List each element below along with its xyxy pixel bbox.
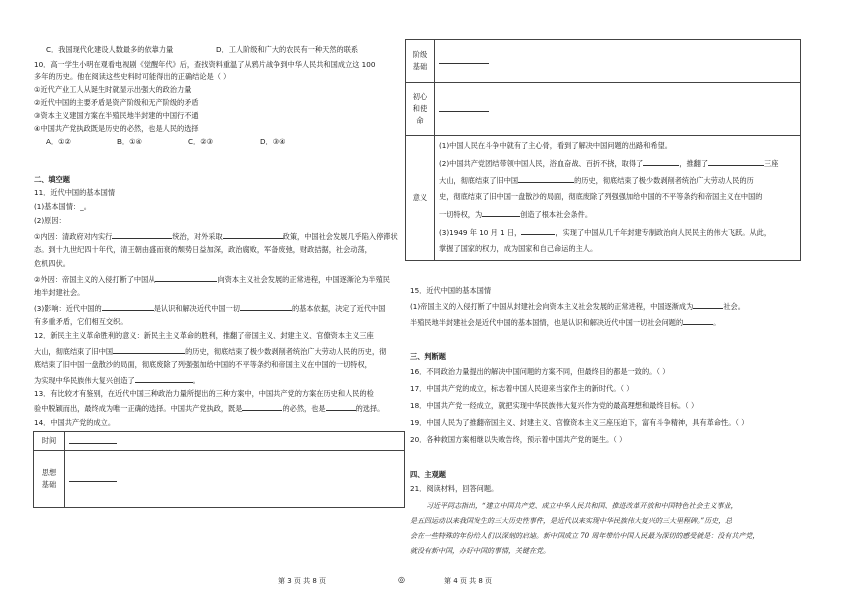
q10-option-b: B．①④ bbox=[117, 137, 143, 146]
row-value bbox=[435, 136, 801, 261]
q11-line-2: (2)原因： bbox=[34, 216, 66, 225]
blank bbox=[643, 158, 679, 166]
q15-title: 15．近代中国的基本国情 bbox=[410, 286, 492, 295]
blank bbox=[482, 209, 520, 217]
q10-option-a: A．①② bbox=[46, 137, 71, 146]
q20: 20．各种救国方案相继以失败告终，预示着中国共产党的诞生。（ ） bbox=[410, 435, 627, 444]
page-number-right: 第 4 页 共 8 页 bbox=[444, 577, 493, 585]
q11-line-7: 地半封建社会。 bbox=[34, 288, 85, 297]
blank bbox=[242, 403, 282, 411]
table-row bbox=[406, 136, 801, 261]
table-row bbox=[406, 83, 801, 136]
blank bbox=[693, 301, 723, 309]
q9-option-c: C．我国现代化建设人数最多的依靠力量 bbox=[46, 45, 174, 54]
page-number-left: 第 3 页 共 8 页 bbox=[278, 577, 327, 585]
blank bbox=[240, 303, 292, 311]
q12-line-3: 底结束了旧中国一盘散沙的局面，彻底废除了列强强加给中国的不平等条约和帝国主义在中国的一切特权， bbox=[34, 360, 372, 369]
quote-line-3: 会在一些特殊的年份给人们以深刻的启迪。新中国成立 70 周年带给中国人民最为深切的感受就是：没有共产党， bbox=[410, 532, 760, 540]
q12-line-2: 大山，彻底结束了旧中国 的历史，彻底结束了极少数剥削者统治广大劳动人民的历史，彻 bbox=[34, 347, 387, 356]
blank bbox=[102, 303, 154, 311]
meaning-line-7: 掌握了国家的权力，成为国家和自己命运的主人。 bbox=[439, 244, 598, 253]
row-value[interactable] bbox=[435, 83, 801, 136]
section-judge-title: 三、判断题 bbox=[410, 352, 446, 361]
q10-stem-1: 10．高一学生小明在观看电视剧《觉醒年代》后，查找资料重温了从鸦片战争到中华人民共和国成立这 100 bbox=[34, 60, 376, 69]
row-label: 意义 bbox=[406, 136, 435, 261]
q11-line-8: (3)影响：近代中国的 是认识和解决近代中国一切 的基本依据，决定了近代中国 bbox=[34, 304, 386, 313]
blank bbox=[518, 175, 574, 183]
blank bbox=[439, 104, 489, 112]
q11-line-3: ①内因：清政府对内实行 统治，对外采取 政策，中国社会发展几乎陷入停滞状 bbox=[34, 232, 398, 241]
q13-line-2: 验中脱颖而出，最终成为唯一正确的选择。中国共产党执政，既是 的必然，也是 的选择。 bbox=[34, 404, 385, 413]
row-value[interactable] bbox=[435, 40, 801, 83]
q11-title: 11．近代中国的基本国情 bbox=[34, 188, 116, 197]
section-fill-blank-title: 二、填空题 bbox=[34, 175, 70, 184]
blank bbox=[223, 231, 283, 239]
blank bbox=[708, 158, 764, 166]
row-value[interactable] bbox=[65, 451, 405, 508]
q12-line-1: 12．新民主主义革命胜利的意义：新民主主义革命的胜利，推翻了帝国主义、封建主义、官僚资本主义三座 bbox=[34, 331, 374, 340]
table-row bbox=[34, 432, 405, 451]
q10-item-3: ③资本主义建国方案在半殖民地半封建的中国行不通 bbox=[34, 111, 199, 120]
table-row bbox=[406, 40, 801, 83]
q10-option-d: D．③④ bbox=[260, 137, 286, 146]
blank bbox=[521, 227, 555, 235]
q14-table-continued bbox=[405, 39, 801, 261]
q9-option-d: D．工人阶级和广大的农民有一种天然的联系 bbox=[216, 45, 359, 54]
q10-item-4: ④中国共产党执政既是历史的必然，也是人民的选择 bbox=[34, 124, 199, 133]
q10-item-2: ②近代中国的主要矛盾是资产阶级和无产阶级的矛盾 bbox=[34, 98, 199, 107]
blank bbox=[69, 474, 117, 482]
row-label: 思想 基础 bbox=[34, 451, 65, 508]
q18: 18．中国共产党一经成立，就把实现中华民族伟大复兴作为党的最高理想和最终目标。（ ） bbox=[410, 401, 699, 410]
meaning-line-4: 史，彻底结束了旧中国一盘散沙的局面，彻底废除了列强强加给中国的不平等条约和帝国主义在中国的 bbox=[439, 192, 763, 201]
meaning-line-5: 一切特权，为 创造了根本社会条件。 bbox=[439, 210, 593, 219]
quote-line-2: 是五四运动以来我国发生的三大历史性事件，是近代以来实现中华民族伟大复兴的三大里程碑。”历史，总 bbox=[410, 517, 733, 525]
blank bbox=[683, 317, 713, 325]
row-label: 初心 和使 命 bbox=[406, 83, 435, 136]
binding-mark-icon: ◎ bbox=[398, 575, 405, 584]
q19: 19．中国人民为了推翻帝国主义、封建主义、官僚资本主义三座压迫下，富有斗争精神，具有革命性。（ ） bbox=[410, 418, 749, 427]
q12-line-4: 为实现中华民族伟大复兴创造了 。 bbox=[34, 376, 200, 385]
right-page bbox=[410, 0, 860, 608]
blank bbox=[69, 436, 117, 444]
q11-line-6: ②外因：帝国主义的入侵打断了中国从 向资本主义社会发展的正常进程，中国逐渐沦为半殖民 bbox=[34, 275, 390, 284]
q15-line-2: 半殖民地半封建社会是近代中国的基本国情，也是认识和解决近代中国一切社会问题的 。 bbox=[410, 318, 721, 327]
quote-line-4: 就没有新中国，办好中国的事情，关键在党。 bbox=[410, 547, 550, 555]
q16: 16．不同政治力量提出的解决中国问题的方案不同，但最终目的都是一致的。（ ） bbox=[410, 367, 670, 376]
meaning-line-1: (1)中国人民在斗争中就有了主心骨，看到了解决中国问题的出路和希望。 bbox=[439, 141, 672, 150]
section-subjective-title: 四、主观题 bbox=[410, 470, 446, 479]
table-row bbox=[34, 451, 405, 508]
q10-stem-2: 多年的历史。他在阅读这些史料时可能得出的正确结论是（ ） bbox=[34, 72, 231, 81]
q10-item-1: ①近代产业工人从诞生时就显示出强大的政治力量 bbox=[34, 85, 192, 94]
row-value[interactable] bbox=[65, 432, 405, 451]
q11-line-9: 有多重矛盾，它们相互交织。 bbox=[34, 317, 128, 326]
blank bbox=[439, 56, 489, 64]
q13-line-1: 13．有比较才有鉴别，在近代中国三种政治力量所提出的三种方案中，中国共产党的方案在历史和人民的检 bbox=[34, 389, 374, 398]
q17: 17．中国共产党的成立，标志着中国人民迎来当家作主的新时代。（ ） bbox=[410, 384, 634, 393]
meaning-line-3: 大山，彻底结束了旧中国 的历史，彻底结束了极少数剥削者统治广大劳动人民的历 bbox=[439, 176, 754, 185]
meaning-line-6: (3)1949 年 10 月 1 日， ，实现了中国从几千年封建专制政治向人民民主的伟大飞跃。从此， bbox=[439, 228, 772, 237]
blank bbox=[113, 346, 185, 354]
quote-line-1: 习近平同志指出，“建立中国共产党、成立中华人民共和国、推进改革开放和中国特色社会主义事业， bbox=[426, 502, 738, 510]
q21-title: 21．阅读材料，回答问题。 bbox=[410, 484, 499, 493]
q11-line-5: 危机四伏。 bbox=[34, 259, 70, 268]
blank bbox=[112, 231, 172, 239]
row-label: 时间 bbox=[34, 432, 65, 451]
q14-table bbox=[33, 431, 405, 508]
meaning-line-2: (2)中国共产党团结带领中国人民，浴血奋战、百折不挠，取得了 ，推翻了 三座 bbox=[439, 159, 779, 168]
blank bbox=[326, 403, 356, 411]
q11-line-1: (1)基本国情：_。 bbox=[34, 202, 91, 211]
blank bbox=[135, 375, 193, 383]
q10-option-c: C．②③ bbox=[188, 137, 214, 146]
row-label: 阶级 基础 bbox=[406, 40, 435, 83]
q14-title: 14．中国共产党的成立。 bbox=[34, 418, 116, 427]
q11-line-4: 态。到十九世纪四十年代，清王朝由盛而衰的颓势日益加深，政治腐败，军备废弛，财政拮据，社会动荡， bbox=[34, 245, 372, 254]
blank bbox=[155, 274, 217, 282]
q15-line-1: (1)帝国主义的入侵打断了中国从封建社会向资本主义社会发展的正常进程，中国逐渐成为 社会。 bbox=[410, 302, 745, 311]
